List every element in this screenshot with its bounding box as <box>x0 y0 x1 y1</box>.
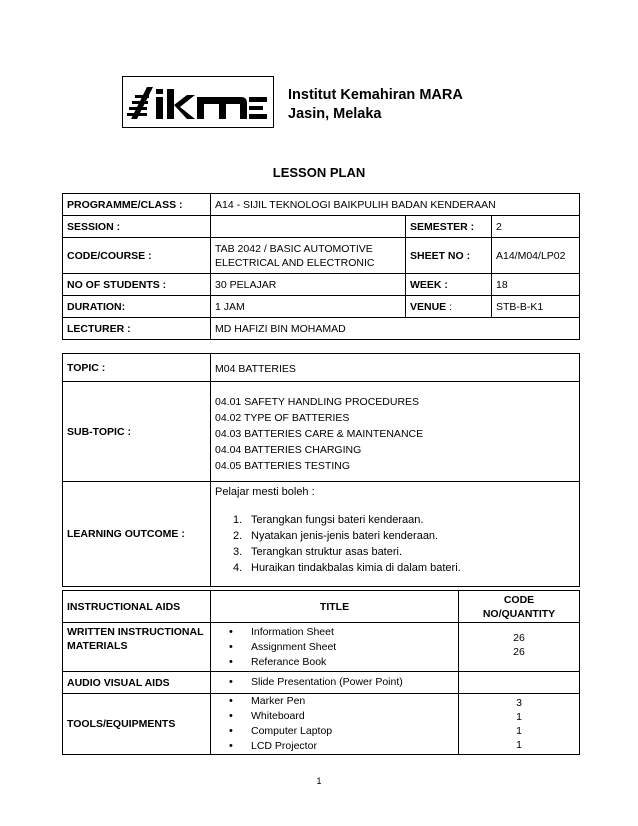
outcome-list <box>233 512 575 576</box>
duration-label: DURATION: <box>63 296 211 318</box>
week-label: WEEK : <box>406 274 492 296</box>
session-row <box>63 216 580 238</box>
qty-value: 26 <box>513 646 525 658</box>
session-label: SESSION : <box>63 216 211 238</box>
info-table <box>62 193 580 340</box>
programme-value: A14 - SIJIL TEKNOLOGI BAIKPULIH BADAN KENDERAAN <box>211 194 580 216</box>
students-row <box>63 274 580 296</box>
duration-value: 1 JAM <box>211 296 406 318</box>
sheet-value: A14/M04/LP02 <box>492 238 580 274</box>
institution-name <box>288 86 463 124</box>
list-item: • Whiteboard <box>215 709 454 724</box>
written-items-cell <box>211 623 459 672</box>
av-items-cell <box>211 672 459 694</box>
list-item: 2. Nyatakan jenis-jenis bateri kenderaan. <box>233 530 439 542</box>
lecturer-value: MD HAFIZI BIN MOHAMAD <box>211 318 580 340</box>
list-item: 04.02 TYPE OF BATTERIES <box>215 411 350 424</box>
list-item: 04.04 BATTERIES CHARGING <box>215 443 362 456</box>
programme-row <box>63 194 580 216</box>
aids-header-row <box>63 591 580 623</box>
lesson-table <box>62 353 580 587</box>
institution-line-2: Jasin, Melaka <box>288 106 382 122</box>
list-item: 04.01 SAFETY HANDLING PROCEDURES <box>215 395 420 408</box>
col-title: TITLE <box>211 591 459 623</box>
list-item: • Information Sheet <box>215 625 454 640</box>
tools-label: TOOLS/EQUIPMENTS <box>63 694 211 755</box>
av-row <box>63 672 580 694</box>
list-item: 1. Terangkan fungsi bateri kenderaan. <box>233 514 424 526</box>
av-list <box>215 675 454 690</box>
week-value: 18 <box>492 274 580 296</box>
list-item: • Slide Presentation (Power Point) <box>215 675 454 690</box>
venue-label: VENUE <box>410 300 447 313</box>
session-value <box>211 216 406 238</box>
course-value: TAB 2042 / BASIC AUTOMOTIVE ELECTRICAL AND ELECTRONIC <box>211 238 406 274</box>
students-label: NO OF STUDENTS : <box>63 274 211 296</box>
qty-value: 1 <box>516 711 522 723</box>
semester-label: SEMESTER : <box>406 216 492 238</box>
tools-list <box>215 694 454 754</box>
av-qty-cell <box>459 672 580 694</box>
page-number: 1 <box>316 776 322 786</box>
venue-colon: : <box>446 300 453 313</box>
subtopic-list <box>215 394 575 474</box>
institution-logo <box>122 76 274 128</box>
topic-label: TOPIC : <box>63 354 211 382</box>
outcome-row <box>63 482 580 587</box>
venue-label-cell <box>406 296 492 318</box>
ikm-logo-graphic <box>123 77 272 126</box>
tools-items-cell <box>211 694 459 755</box>
programme-label: PROGRAMME/CLASS : <box>63 194 211 216</box>
list-item: 04.05 BATTERIES TESTING <box>215 459 350 472</box>
list-item: 4. Huraikan tindakbalas kimia di dalam bateri. <box>233 562 461 574</box>
semester-value: 2 <box>492 216 580 238</box>
duration-row <box>63 296 580 318</box>
course-label: CODE/COURSE : <box>63 238 211 274</box>
col-aids: INSTRUCTIONAL AIDS <box>63 591 211 623</box>
venue-value: STB-B-K1 <box>492 296 580 318</box>
col-code-line2: NO/QUANTITY <box>482 607 556 620</box>
tools-qty-cell <box>459 694 580 755</box>
outcome-intro: Pelajar mesti boleh : <box>215 486 315 498</box>
qty-value: 1 <box>516 725 522 737</box>
qty-value: 1 <box>516 739 522 751</box>
list-item: • Marker Pen <box>215 694 454 709</box>
list-item: 3. Terangkan struktur asas bateri. <box>233 546 403 558</box>
av-label: AUDIO VISUAL AIDS <box>63 672 211 694</box>
subtopic-label: SUB-TOPIC : <box>63 382 211 482</box>
written-label: WRITTEN INSTRUCTIONAL MATERIALS <box>63 623 211 672</box>
list-item: • LCD Projector <box>215 739 454 754</box>
list-item: 04.03 BATTERIES CARE & MAINTENANCE <box>215 427 424 440</box>
list-item: • Assignment Sheet <box>215 640 454 655</box>
written-row <box>63 623 580 672</box>
institution-line-1: Institut Kemahiran MARA <box>288 87 463 103</box>
written-list <box>215 625 454 670</box>
list-item: • Computer Laptop <box>215 724 454 739</box>
written-qty-cell <box>459 623 580 672</box>
lecturer-label: LECTURER : <box>63 318 211 340</box>
tools-row <box>63 694 580 755</box>
document-title: LESSON PLAN <box>272 165 366 180</box>
students-value: 30 PELAJAR <box>211 274 406 296</box>
lecturer-row <box>63 318 580 340</box>
outcome-label: LEARNING OUTCOME : <box>63 482 211 587</box>
topic-value: M04 BATTERIES <box>211 354 580 382</box>
qty-value: 3 <box>516 697 522 709</box>
subtopic-cell <box>211 382 580 482</box>
qty-value: 26 <box>513 632 525 644</box>
col-code <box>459 591 580 623</box>
subtopic-row <box>63 382 580 482</box>
aids-table <box>62 590 580 755</box>
list-item: • Referance Book <box>215 655 454 670</box>
outcome-cell <box>211 482 580 587</box>
sheet-label: SHEET NO : <box>406 238 492 274</box>
topic-row <box>63 354 580 382</box>
col-code-line1: CODE <box>503 593 535 606</box>
course-row <box>63 238 580 274</box>
